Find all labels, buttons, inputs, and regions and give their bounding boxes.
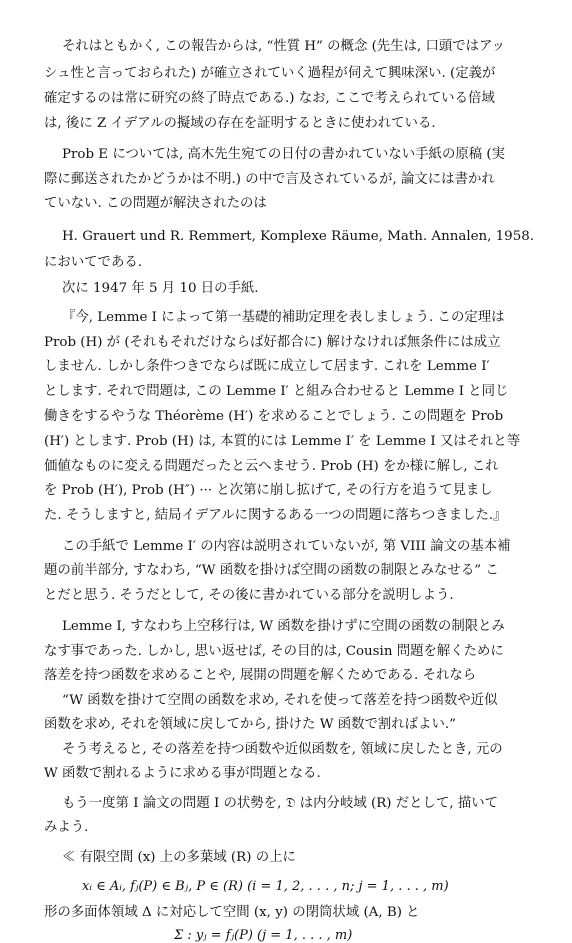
quote-line: た. そうしますと, 結局イデアルに関するある一つの問題に落ちつきました.』 [44,508,507,523]
text-line: 函数を求め, それを領域に戻してから, 掛けた W 函数で割ればよい.” [44,717,456,732]
text-line: 形の多面体領域 Δ に対応して空間 (x, y) の閉筒状域 (A, B) と [44,905,420,920]
quote-line: を Prob (H′), Prob (H″) ··· と次第に崩し拡げて, その行方を追うて見まし [44,483,493,498]
text-line: そう考えると, その落差を持つ函数や近似函数を, 領域に戻したとき, 元の [62,742,503,757]
text-line: 次に 1947 年 5 月 10 日の手紙. [62,281,259,296]
text-line: ≪ 有限空間 (x) 上の多葉域 (R) の上に [62,850,296,865]
text-line: 確定するのは常に研究の終了時点である.) なお, ここで考えられている倍域 [44,91,495,106]
text-line: W 函数で割れるように求める事が問題となる. [44,766,321,781]
text-line: ていない. この問題が解決されたのは [44,196,267,211]
text-line: “W 函数を掛けて空間の函数を求め, それを使って落差を持つ函数や近似 [62,693,498,708]
text-line: この手紙で Lemme I′ の内容は説明されていないが, 第 VIII 論文の基本補 [62,539,511,554]
text-line: それはともかく, この報告からは, “性質 H” の概念 (先生は, 口頭ではアッ [62,39,505,54]
quote-line: とします. それで問題は, この Lemme I′ と組み合わせると Lemme I と同じ [44,384,509,399]
text-line: とだと思う. そうだとして, その後に書かれている部分を説明しよう. [44,588,454,603]
text-line: 題の前半部分, すなわち, “W 函数を掛けば空間の函数の制限とみなせる” こ [44,563,499,578]
quote-line: 『今, Lemme I によって第一基礎的補助定理を表しましょう. この定理は [62,310,505,325]
text-line: Lemme I, すなわち上空移行は, W 函数を掛けずに空間の函数の制限とみ [62,619,505,634]
quote-line: 価値なものに変える問題だったと云へませう. Prob (H) をか様に解し, これ [44,459,499,474]
text-line: もう一度第 I 論文の問題 I の状勢を, 𝔇 は内分岐域 (R) だとして, 描いて [62,796,499,811]
equation: xᵢ ∈ Aᵢ, fⱼ(P) ∈ Bⱼ, P ∈ (R) (i = 1, 2, . . . , n; j = 1, . . . , m) [82,879,449,894]
text-line: 落差を持つ函数を求めることや, 展開の問題を解くためである. それなら [44,668,477,683]
quote-line: 働きをするやうな Théorème (H′) を求めることでしょう. この問題を Prob [44,409,504,424]
text-line: 際に郵送されたかどうかは不明.) の中で言及されているが, 論文には書かれ [44,172,495,187]
quote-line: Prob (H) が (それもそれだけならば好都合に) 解けなければ無条件には成立 [44,335,501,350]
text-line: なす事であった. しかし, 思い返せば, その目的は, Cousin 問題を解くために [44,644,504,659]
text-line: は, 後に Z イデアルの擬域の存在を証明するときに使われている. [44,116,436,131]
quote-line: (H′) とします. Prob (H) は, 本質的には Lemme I′ を Lemme I 又はそれと等 [44,434,521,449]
text-line: シュ性と言っておられた) が確立されていく過程が伺えて興味深い. (定義が [44,66,496,81]
equation: Σ : yⱼ = fⱼ(P) (j = 1, . . . , m) [174,928,353,943]
text-line: Prob E については, 高木先生宛ての日付の書かれていない手紙の原稿 (実 [62,147,505,162]
quote-line: しません. しかし条件つきでならば既に成立して居ます. これを Lemme I′ [44,359,490,374]
text-line: みよう. [44,820,89,835]
reference-citation: H. Grauert und R. Remmert, Komplexe Räume, Math. Annalen, 1958. [62,229,534,244]
text-line: においてである. [44,255,142,270]
